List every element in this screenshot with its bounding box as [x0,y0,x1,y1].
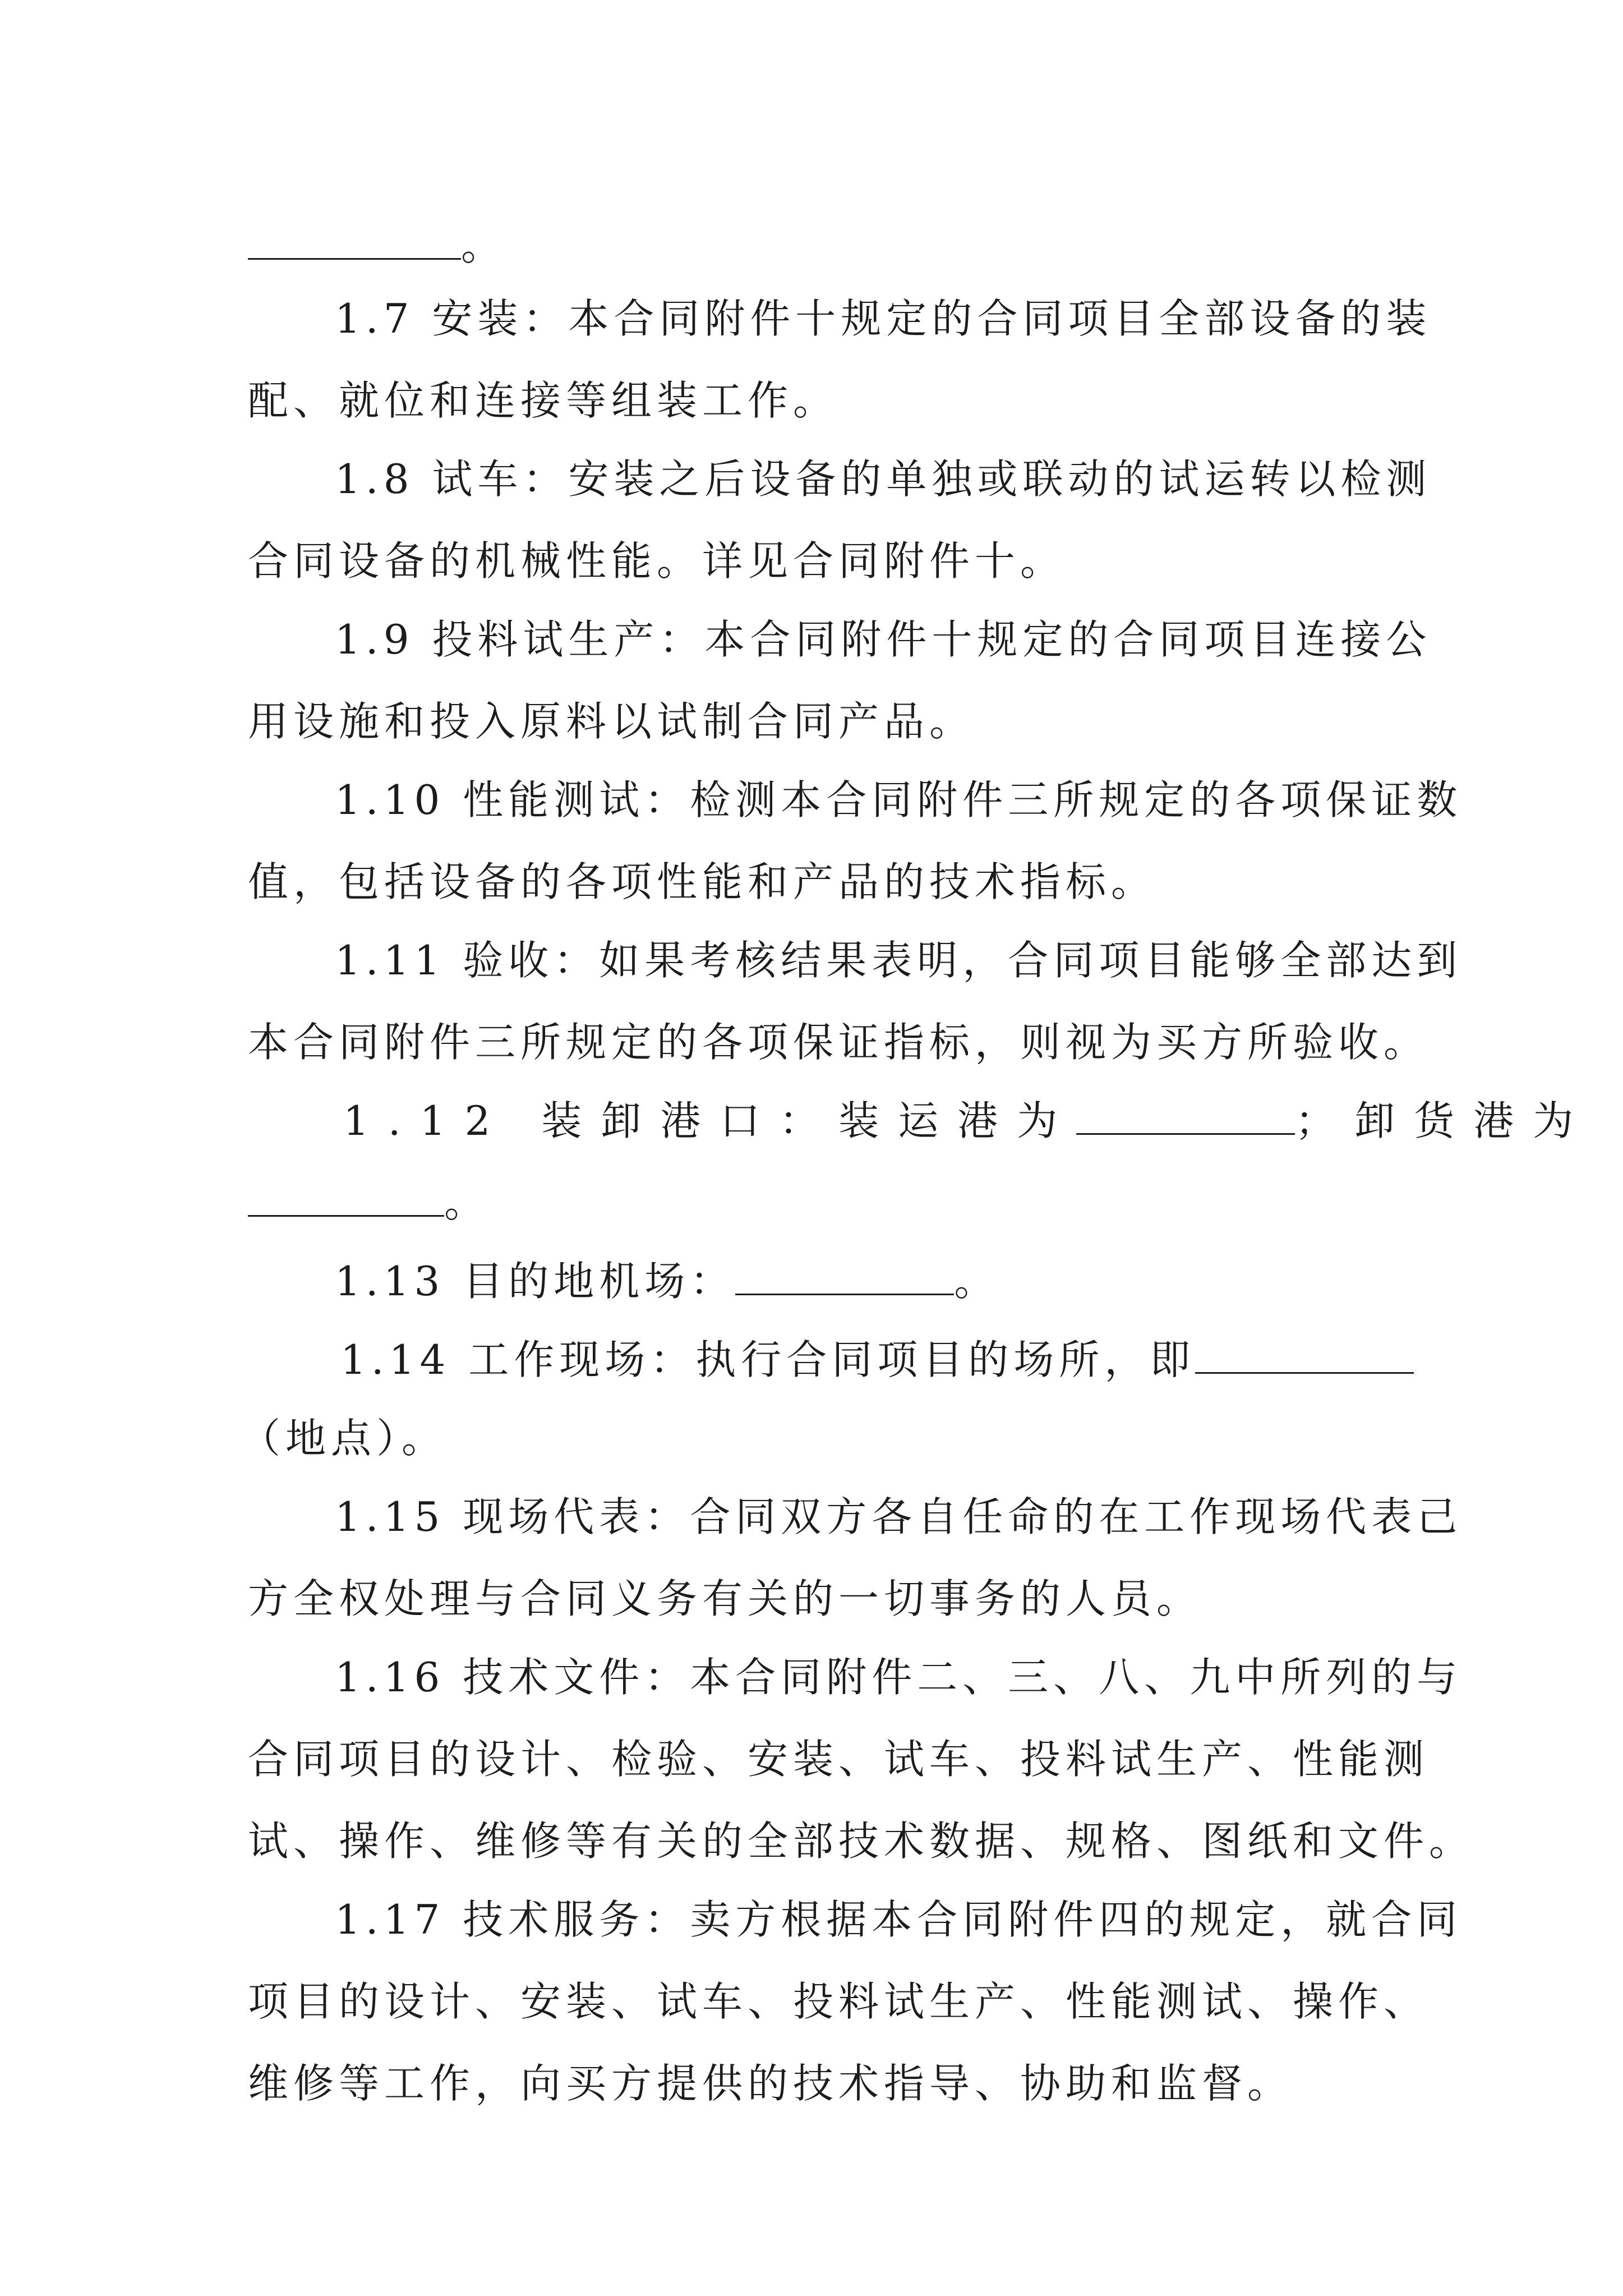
clause-1-8-line-2: 合同设备的机械性能。详见合同附件十。 [248,537,1066,585]
text-span: 1.14 工作现场：执行合同项目的场所，即 [340,1336,1196,1383]
blank-field-airport[interactable] [735,1261,954,1295]
text-span: 。 [444,1179,490,1226]
text-span: 。 [461,222,507,269]
clause-1-17-line-1: 1.17 技术服务：卖方根据本合同附件四的规定，就合同 [335,1896,1463,1943]
text-span: 1.12 装卸港口：装运港为 [343,1097,1077,1144]
text-span: ；卸货港为 [1295,1097,1593,1144]
clause-1-7-line-1: 1.7 安装：本合同附件十规定的合同项目全部设备的装 [335,295,1432,342]
clause-1-8-line-1: 1.8 试车：安装之后设备的单独或联动的试运转以检测 [335,455,1432,503]
clause-1-7-line-2: 配、就位和连接等组装工作。 [248,377,839,424]
clause-1-16-line-1: 1.16 技术文件：本合同附件二、三、八、九中所列的与 [335,1654,1463,1701]
clause-1-17-line-2: 项目的设计、安装、试车、投料试生产、性能测试、操作、 [248,1978,1430,2025]
clause-1-15-line-1: 1.15 现场代表：合同双方各自任命的在工作现场代表己 [335,1493,1463,1540]
text-span: 。 [954,1258,1000,1305]
clause-1-13-line-1 [335,1253,999,1309]
line-blank-tail [248,218,506,274]
clause-1-12-line-2 [248,1175,490,1231]
blank-field-unloading-port[interactable] [248,1182,444,1217]
blank-field[interactable] [248,226,461,260]
text-span: 1.13 目的地机场： [335,1258,736,1305]
clause-1-17-line-3: 维修等工作，向买方提供的技术指导、协助和监督。 [248,2060,1293,2107]
clause-1-9-line-2: 用设施和投入原料以试制合同产品。 [248,698,975,745]
clause-1-14-line-2: （地点）。 [240,1415,448,1462]
clause-1-16-line-3: 试、操作、维修等有关的全部技术数据、规格、图纸和文件。 [248,1818,1475,1865]
clause-1-11-line-1: 1.11 验收：如果考核结果表明，合同项目能够全部达到 [335,937,1463,984]
clause-1-10-line-2: 值，包括设备的各项性能和产品的技术指标。 [248,858,1157,905]
clause-1-16-line-2: 合同项目的设计、检验、安装、试车、投料试生产、性能测 [248,1736,1430,1783]
clause-1-15-line-2: 方全权处理与合同义务有关的一切事务的人员。 [248,1575,1202,1622]
clause-1-12-line-1 [343,1093,1592,1149]
blank-field-loading-port[interactable] [1076,1101,1295,1135]
clause-1-14-line-1 [340,1332,1414,1388]
clause-1-11-line-2: 本合同附件三所规定的各项保证指标，则视为买方所验收。 [248,1019,1430,1066]
blank-field-site[interactable] [1195,1340,1414,1374]
clause-1-9-line-1: 1.9 投料试生产：本合同附件十规定的合同项目连接公 [335,616,1432,663]
clause-1-10-line-1: 1.10 性能测试：检测本合同附件三所规定的各项保证数 [335,776,1463,823]
